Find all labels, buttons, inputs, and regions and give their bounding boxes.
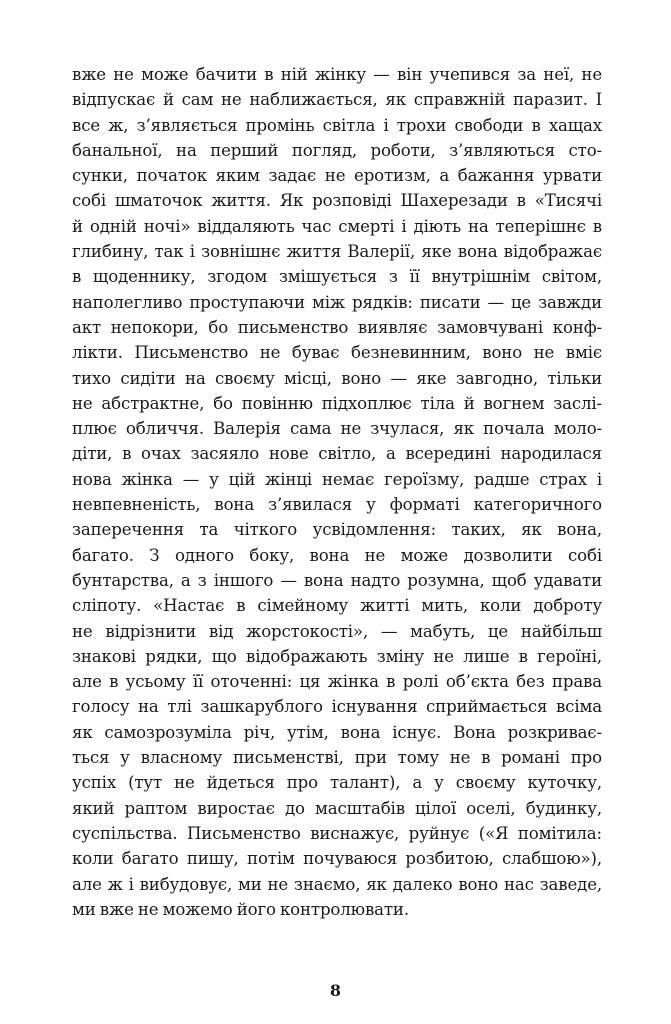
page-number: 8 [329, 981, 342, 1000]
text-line: сліпоту. «Настає в сімейному житті мить, коли доброту [72, 596, 602, 616]
text-line: собі шматочок життя. Як розповіді Шахерезади в «Тисячі [72, 191, 602, 211]
text-line: заперечення та чіткого усвідомлення: таких, як вона, [72, 520, 602, 540]
text-line: все ж, з’являється промінь світла і трохи свободи в хащах [72, 115, 602, 135]
text-line: як самозрозуміла річ, утім, вона існує. Вона розкриває- [72, 722, 602, 742]
text-line: сунки, початок яким задає не еротизм, а бажання урвати [72, 166, 602, 186]
text-line: не абстрактне, бо повінню підхоплює тіла й вогнем заслі- [72, 393, 602, 413]
text-line: відпускає й сам не наближається, як справжній паразит. І [72, 90, 602, 110]
text-line: нова жінка — у цій жінці немає героїзму, радше страх і [72, 469, 602, 489]
text-line: але ж і вибудовує, ми не знаємо, як далеко воно нас заведе, [72, 874, 602, 894]
text-line: ми вже не можемо його контролювати. [72, 899, 409, 919]
text-line: не відрізнити від жорстокості», — мабуть, це найбільш [72, 621, 602, 641]
text-line: голосу на тлі зашкарублого існування сприймається всіма [72, 697, 602, 717]
text-line: але в усьому її оточенні: ця жінка в ролі об’єкта без права [72, 672, 602, 692]
text-line: глибину, так і зовнішнє життя Валерії, яке вона відображає [72, 242, 602, 262]
text-line: тихо сидіти на своєму місці, воно — яке завгодно, тільки [72, 368, 602, 388]
text-line: який раптом виростає до масштабів цілої оселі, будинку, [72, 798, 602, 818]
text-line: банальної, на перший погляд, роботи, з’являються сто- [72, 140, 602, 160]
text-line: успіх (тут не йдеться про талант), а у своєму куточку, [72, 773, 602, 793]
text-line: вже не може бачити в ній жінку — він учепився за неї, не [72, 65, 602, 84]
text-line: в щоденнику, згодом змішується з її внутрішнім світом, [72, 267, 602, 287]
text-line: акт непокори, бо письменство виявляє замовчувані конф- [72, 317, 602, 337]
body-text [72, 62, 602, 922]
text-line: й одній ночі» віддаляють час смерті і діють на теперішнє в [72, 216, 602, 236]
text-line: невпевненість, вона з’явилася у форматі категоричного [72, 495, 602, 515]
text-line: плює обличчя. Валерія сама не зчулася, як почала моло- [72, 419, 602, 439]
text-line: лікти. Письменство не буває безневинним, воно не вміє [72, 343, 602, 363]
text-line: суспільства. Письменство виснажує, руйнує («Я помітила: [72, 823, 602, 843]
text-line: коли багато пишу, потім почуваюся розбитою, слабшою»), [72, 849, 602, 869]
text-line: діти, в очах засяяло нове світло, а всередині народилася [72, 444, 602, 464]
text-line: бунтарства, а з іншого — вона надто розумна, щоб удавати [72, 570, 602, 590]
text-line: ться у власному письменстві, при тому не в романі про [72, 748, 602, 768]
text-line: багато. З одного боку, вона не може дозволити собі [72, 545, 602, 565]
text-line: наполегливо проступаючи між рядків: писати — це завжди [72, 292, 602, 312]
text-line: знакові рядки, що відображають зміну не лише в героїні, [72, 646, 602, 666]
